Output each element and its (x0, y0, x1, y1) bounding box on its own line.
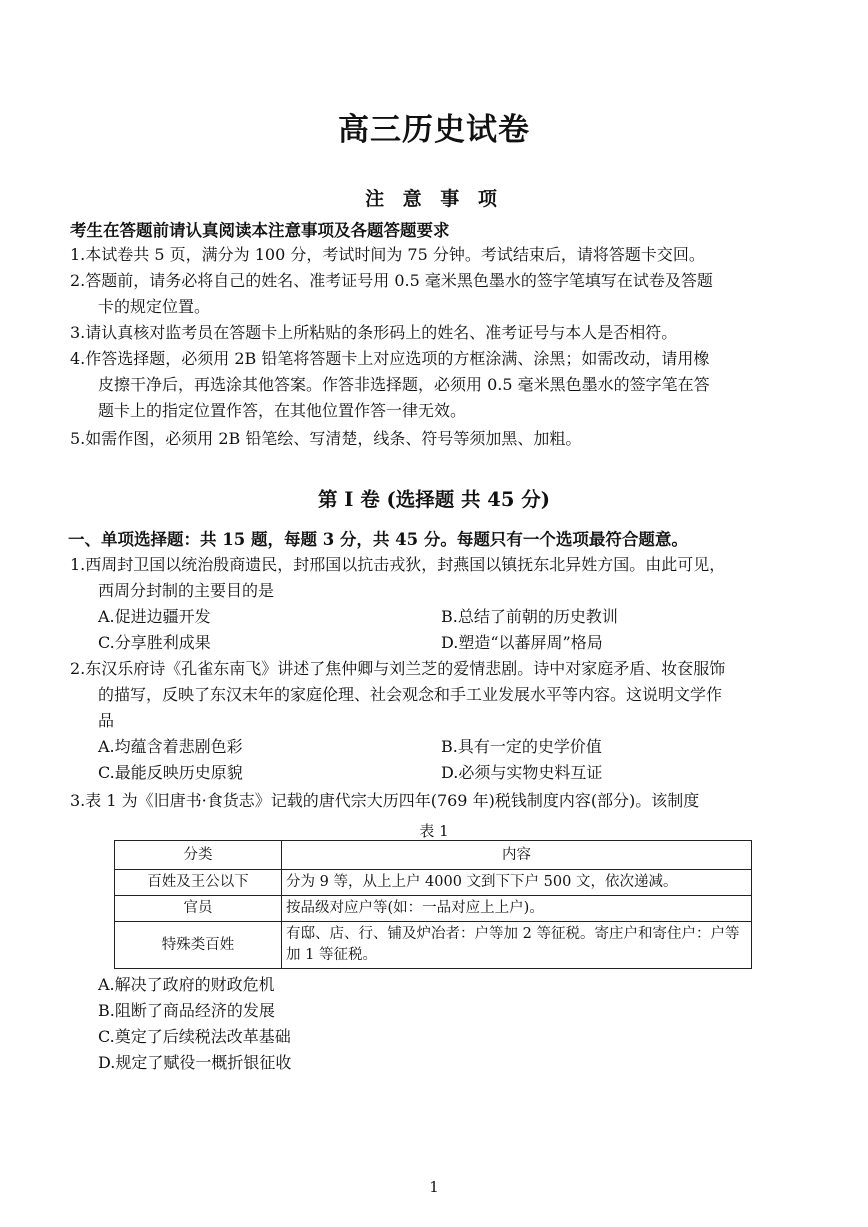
notice-line-2-cont: 卡的规定位置。 (98, 297, 211, 316)
q1-option-c: C.分享胜利成果 (98, 633, 211, 652)
table-header-content: 内容 (282, 841, 752, 870)
q3-table-caption: 表 1 (419, 822, 449, 840)
q1-option-d: D.塑造“以蕃屏周”格局 (441, 633, 603, 652)
table-header-row (115, 841, 752, 870)
q3-stem: 3.表 1 为《旧唐书·食货志》记载的唐代宗大历四年(769 年)税钱制度内容(部分)。该制度 (70, 791, 700, 810)
notice-line-5: 5.如需作图，必须用 2B 铅笔绘、写清楚，线条、符号等须加黑、加粗。 (70, 429, 582, 448)
q2-option-a: A.均蕴含着悲剧色彩 (98, 737, 243, 756)
table-row (115, 870, 752, 896)
notice-line-4-cont-b: 题卡上的指定位置作答，在其他位置作答一律无效。 (98, 401, 467, 420)
q1-stem-line-1: 1.西周封卫国以统治殷商遗民，封邢国以抗击戎狄，封燕国以镇抚东北异姓方国。由此可见， (70, 555, 726, 574)
notice-heading: 注 意 事 项 (365, 188, 503, 210)
q3-option-d: D.规定了赋役一概折银征收 (98, 1053, 292, 1072)
notice-line-4-cont-a: 皮擦干净后，再选涂其他答案。作答非选择题，必须用 0.5 毫米黑色墨水的签字笔在答 (98, 375, 710, 394)
q1-option-b: B.总结了前朝的历史教训 (441, 607, 618, 626)
q3-option-a: A.解决了政府的财政危机 (98, 975, 275, 994)
part-heading: 一、单项选择题：共 15 题，每题 3 分，共 45 分。每题只有一个选项最符合题意。 (68, 530, 688, 549)
table-cell-category: 官员 (115, 896, 282, 922)
q1-stem-line-2: 西周分封制的主要目的是 (98, 581, 275, 600)
table-header-category: 分类 (115, 841, 282, 870)
table-cell-content: 有邸、店、行、铺及炉冶者：户等加 2 等征税。寄庄户和寄住户：户等加 1 等征税。 (282, 922, 752, 969)
table-cell-content: 分为 9 等，从上上户 4000 文到下下户 500 文，依次递减。 (282, 870, 752, 896)
exam-title: 高三历史试卷 (338, 112, 530, 148)
q2-option-d: D.必须与实物史料互证 (441, 763, 603, 782)
section-heading: 第 I 卷 (选择题 共 45 分) (318, 488, 550, 511)
table-cell-content: 按品级对应户等(如：一品对应上上户)。 (282, 896, 752, 922)
q3-option-c: C.奠定了后续税法改革基础 (98, 1027, 291, 1046)
q2-stem-line-2: 的描写，反映了东汉末年的家庭伦理、社会观念和手工业发展水平等内容。这说明文学作 (98, 685, 723, 704)
notice-subheading: 考生在答题前请认真阅读本注意事项及各题答题要求 (70, 221, 450, 240)
q2-option-c: C.最能反映历史原貌 (98, 763, 243, 782)
table-cell-category: 百姓及王公以下 (115, 870, 282, 896)
q1-option-a: A.促进边疆开发 (98, 607, 211, 626)
notice-line-2: 2.答题前，请务必将自己的姓名、准考证号用 0.5 毫米黑色墨水的签字笔填写在试卷及答题 (70, 271, 713, 290)
q2-stem-line-1: 2.东汉乐府诗《孔雀东南飞》讲述了焦仲卿与刘兰芝的爱情悲剧。诗中对家庭矛盾、妆奁服饰 (70, 659, 726, 678)
notice-line-4: 4.作答选择题，必须用 2B 铅笔将答题卡上对应选项的方框涂满、涂黑；如需改动，请用橡 (70, 349, 710, 368)
table-cell-category: 特殊类百姓 (115, 922, 282, 969)
table-row (115, 922, 752, 969)
page-number: 1 (429, 1178, 439, 1196)
table-row (115, 896, 752, 922)
q2-stem-line-3: 品 (98, 711, 115, 730)
notice-line-3: 3.请认真核对监考员在答题卡上所粘贴的条形码上的姓名、准考证号与本人是否相符。 (70, 323, 678, 342)
notice-line-1: 1.本试卷共 5 页，满分为 100 分，考试时间为 75 分钟。考试结束后，请将答题卡交回。 (70, 245, 705, 264)
q3-tax-table (114, 840, 752, 969)
q2-option-b: B.具有一定的史学价值 (441, 737, 602, 756)
q3-option-b: B.阻断了商品经济的发展 (98, 1001, 275, 1020)
